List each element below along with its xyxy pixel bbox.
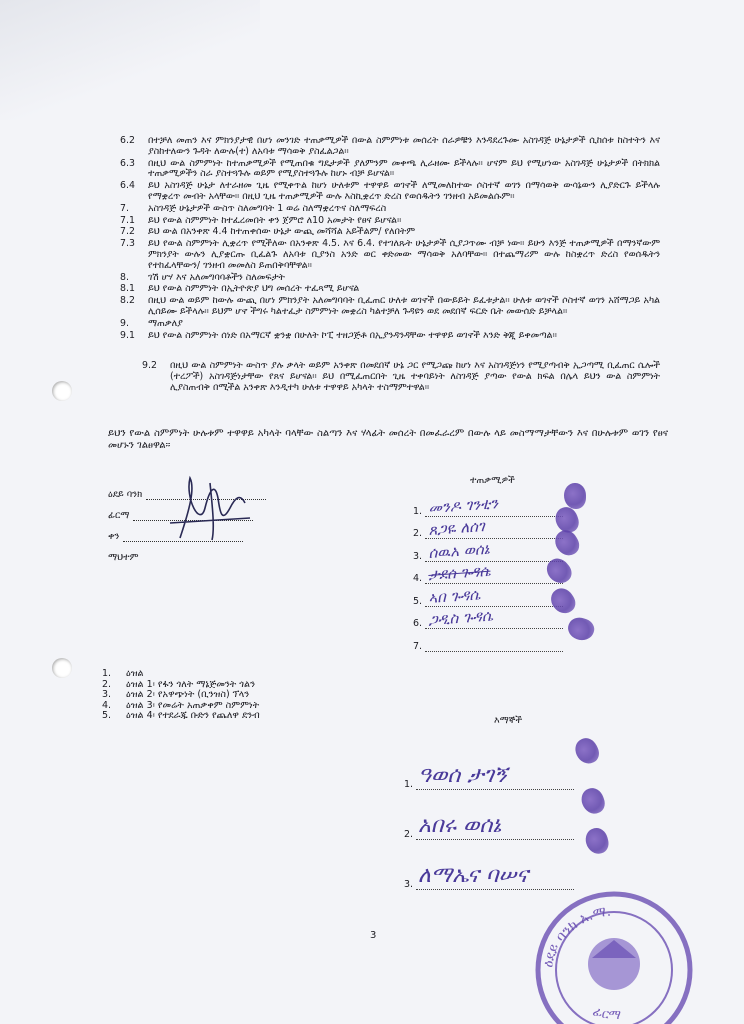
stamp-bottom-text: ፊርማ xyxy=(590,1004,622,1024)
bank-label: ዕደይ ባንክ xyxy=(108,489,143,500)
annex-item: 4. ዕዝል 3፡ የመሬት አጠቃቀም ስምምነት xyxy=(102,699,260,711)
clause: 7.3 ይህ የውል ስምምነት ሊቋረጥ የሚችለው በአንቀጽ 4.5. እና 6.4. የተገለጹት ሁኔታዎች ሲያጋጥሙ ብቻ ነው። ይሁን እንጅ ተጠቃሚዎች በማንኛውም ምክንያት ውሉን ሊያቋርጡ ቢፈልጉ ለአባቱ ቢያንስ አንድ ወር ቀድመው ማሳወቅ አለባቸው። በተጨማሪም ውሉ ከስቋረጥ ድረስ የወሰዱትን የተከፈላቸውን/ ገንዘብ መመለስ ይጠበቅባቸዋል። xyxy=(120,238,660,271)
annex-item: 3. ዕዝል 2፡ የአዋጭነት (ቢንዝስ) ፕላን xyxy=(102,689,250,701)
party-name: ጋዲስ ጉዳሴ xyxy=(427,606,494,629)
beneficiaries-list xyxy=(413,494,563,652)
contract-clauses xyxy=(120,136,660,395)
svg-text:ፊርማ xyxy=(591,1004,621,1023)
clause: 6.3 በዚህ ውል ስምምነት ከተጠቃሚዎች የሚጠበቁ ግዴታዎች ያለምንም መቀጫ ሊራዘሙ ይችላሉ። ሆናም ይህ የሚሆነው አስገዳጅ ሁኔታዎች በትክክል ተጠቃሚዎችን ስራ ያስተጓጉሉ ወይም የሚያስተጓጉሉ ከሆኑ ብቻ ይሆናል። xyxy=(120,157,660,180)
clause: 9.1 ይህ የውል ስምምነት ሰነድ በአማርኛ ቋንቋ በሁለት ኮፒ ተዘጋጅቶ በኢያንዳንዳቸው ተዋዋይ ወገኖች እንድ ቅጂ ይቀመጣል። xyxy=(120,329,557,341)
clause: 6.2 በተቻለ መጠን እና ምክንያታዊ በሆነ መንገድ ተጠቃሚዎች በውል ስምምነቱ መሰረት ሰራዎቹን እንዳደረጉሙ አስገዳጅ ሁኔታዎች ሲከሰቱ ከስተትን እና ያስከተለውን ጉዳት ለውሉ(ተ) ለአባቱ ማሳወቅ ያስፈልጋል። xyxy=(120,135,660,157)
thumbprint xyxy=(578,785,608,817)
clause: 9. ማጠቃለያ xyxy=(120,317,183,329)
party-row: 4. ታደሰ ጉዳሴ xyxy=(413,562,563,585)
clause: 7. አስገዳጅ ሁኔታዎች ውስጥ ስለመግባት 1 ወሬ ስለማቋረጥና ስለማፍረስ xyxy=(120,202,387,214)
thumbprint xyxy=(572,735,603,768)
handwritten-signature xyxy=(160,468,260,548)
thumbprint xyxy=(565,614,597,644)
clause: 8.1 ይህ የውል ስምምነት በኢትዮጵያ ህግ መሰረት ተፈጻሚ ይሆናል xyxy=(120,283,360,295)
clause: 7.1 ይህ የውል ስምምነት ከተፈረመበት ቀን ጀምሮ ለ10 አመታት የፀና ይሆናል። xyxy=(120,214,402,226)
party-name: ታደሰ ጉዳሴ xyxy=(427,561,492,584)
witness-row: 2. አበሩ ወሰኔ xyxy=(404,790,574,840)
clause: 7.2 ይህ ውል በአንቀጽ 4.4 ከተጠቀሰው ሁኔታ ውጪ መሻሻል አይችልም/ የለበትም xyxy=(120,226,415,238)
annex-item: 1. ዕዝል xyxy=(102,668,144,679)
witnesses-title: እማኞች xyxy=(494,715,523,726)
parties-title: ተጠቃሚዎች xyxy=(470,475,515,486)
clause: 8. ገሽ ሆሃ እና አለመግባባቶችን ስለመፍታት xyxy=(120,271,285,283)
clause: 9.2 በዚህ ውል ስምምነት ውስጥ ያሉ ቃላት ወይም አንቀጽ በመደበኛ ሁኔ ጋር የሚጋጩ ከሆነ እና አስገዳጅነን የሚያጣብቅ ኢጋጣሚ ቢፈጠር ሴሎች (ተረፖች) አስገዳጅነታቸው የጸና ይሆናል። ይህ በሚፈጠርበት ጊዜ ተቀባይነት ለስገዳጅ ያጣው የውል ክፍል በሌላ ይህን ውል ስምምነት ሊያስጠብቅ በሚችል አንቀጽ እንዲተካ ሁለቱ ተዋዋይ አካላት ተስማምተዋል። xyxy=(142,360,660,393)
annex-item: 2. ዕዝል 1፡ የፋን ጎለት ማኔጅመንት ጎልን xyxy=(102,678,256,690)
page-number: 3 xyxy=(370,930,377,941)
clause: 6.4 ይህ አስገዳጅ ሁኔታ ለተራዘመ ጊዜ የሚቀጥል ከሆነ ሁለቱም ተዋዋይ ወገኖች ለሚመለከተው ሶስተኛ ወገን በማሳወቅ ውሳኔውን ሊያድርጉ ይችላሉ የማቋረጥ መብት አላቸው። በዚህ ጊዜ ተጠቃሚዎች ውሉ እስኪቋረጥ ድረስ የወሰዱትን ገንዘብ አይመልሱም። xyxy=(120,180,660,202)
party-row: 1. መንዶ ገንቲን xyxy=(413,494,563,517)
stamp-top-text: ዕደይ ባንክ አ.ማ. xyxy=(540,903,612,969)
annex-list xyxy=(102,669,260,722)
thumbprint xyxy=(564,483,586,509)
witness-name: አበሩ ወሰኔ xyxy=(418,813,502,838)
witness-name: ለማኤና ባሠና xyxy=(418,863,528,888)
witnesses-list xyxy=(404,740,574,890)
party-row: 6. ጋዲስ ጉዳሴ xyxy=(413,607,563,630)
folded-corner xyxy=(0,0,260,120)
witness-name: ዓወሰ ታገኝ xyxy=(418,763,507,788)
witness-row: 3. ለማኤና ባሠና xyxy=(404,840,574,890)
closing-statement: ይህን የውል ስምምነት ሁሉቱም ተዋዋይ አካላት ባላቸው ስልጣን እና ሃላፊት መሰረት በመፈራረም በውሉ ላይ መስማማታቸውን እና በሁሉቱም ወገን የፀና መሆኑን ገልፀዋል። xyxy=(108,428,668,451)
bank-stamp xyxy=(522,878,702,1024)
party-row: 3. ሰዉአ ወሰኔ xyxy=(413,539,563,562)
punch-hole xyxy=(52,381,72,401)
punch-hole xyxy=(52,658,72,678)
party-name: ኣበ ጉዳሴ xyxy=(427,584,481,607)
witness-row: 1. ዓወሰ ታገኝ xyxy=(404,740,574,790)
stamp-label: ማህተም xyxy=(108,552,139,563)
party-name: ሰዉአ ወሰኔ xyxy=(427,539,491,562)
clause: 8.2 በዚህ ውል ወይም ከውሉ ውጪ በሆነ ምክንያት አለመግባባት ቢፈጠር ሁለቱ ወገኖች በውይይት ይፈቱታል። ሁለቱ ወገኖች ሶስተኛ ወገን አሸማጋይ አካል ሊሰይሙ ይችላሉ። ይህም ሆኖ ችግሩ ካልተፈታ ስምምነት መቋረስ ካልተቻለ ጉዳዩን ወደ መደበኛ ፍርድ ቤት መውሰድ ይቻላል። xyxy=(120,295,660,317)
party-name: መንዶ ገንቲን xyxy=(427,493,499,517)
signature-label: ፊርማ xyxy=(108,510,130,521)
party-row: 5. ኣበ ጉዳሴ xyxy=(413,584,563,607)
party-row: 2. ጸጋዬ ለሰገ xyxy=(413,517,563,540)
thumbprint xyxy=(583,826,611,857)
party-name: ጸጋዬ ለሰገ xyxy=(427,517,486,539)
party-row: 7. xyxy=(413,629,563,652)
date-label: ቀን xyxy=(108,531,120,542)
annex-item: 5. ዕዝል 4፡ የተደራጁ ቡድን የጨለዋ ደንብ xyxy=(102,710,260,722)
